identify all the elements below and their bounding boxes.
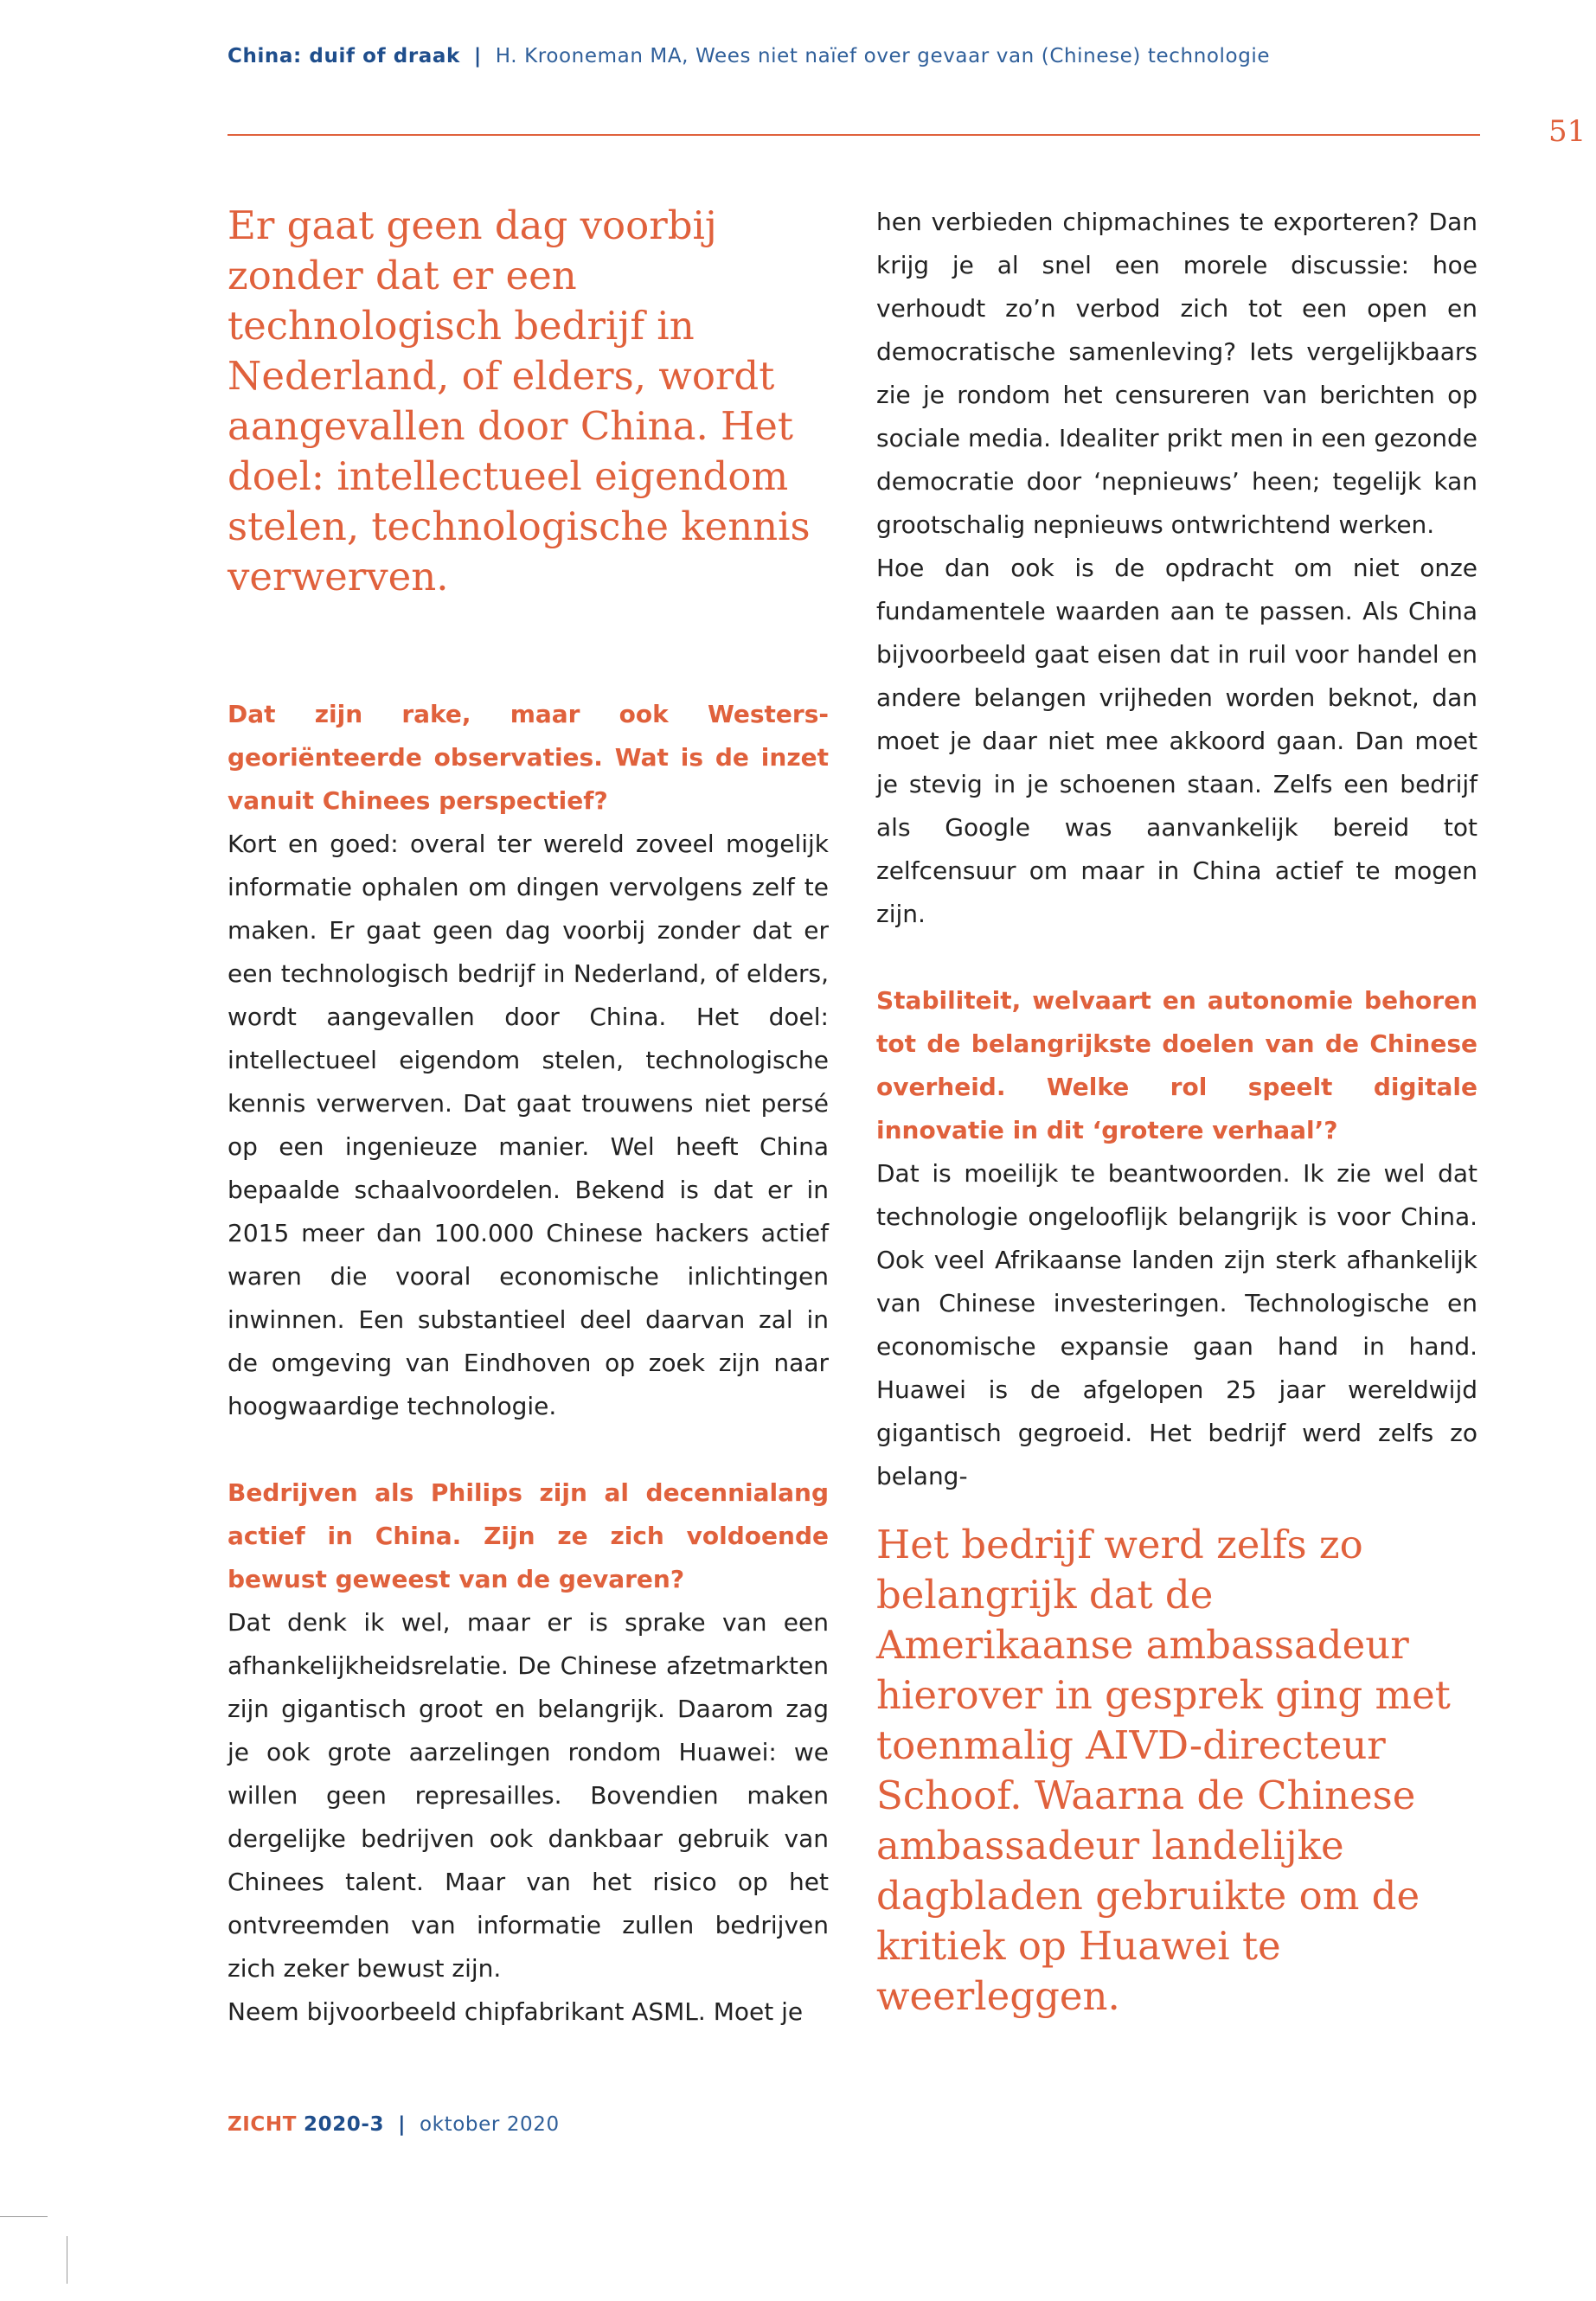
- footer-date: oktober 2020: [420, 2113, 560, 2136]
- intro-quote: Er gaat geen dag voorbij zonder dat er een technologisch bedrijf in Nederland, of elders, wordt aangevallen door China. Het doel: intellectueel eigendom stelen, technologische kennis verwerven.: [228, 202, 811, 599]
- right-column: [876, 201, 1477, 1498]
- answer-3: Dat is moeilijk te beantwoorden. Ik zie wel dat technologie ongelooflijk belangrijk is voor China. Ook veel Afrikaanse landen zijn sterk afhankelijk van Chinese investeringen. Technologische en economische expansie gaan hand in hand. Huawei is de afgelopen 25 jaar wereldwijd gigantisch gegroeid. Het bedrijf werd zelfs zo belang-: [876, 1159, 1477, 1490]
- paragraph-gap: [228, 1428, 829, 1471]
- page-number: 51: [1548, 114, 1586, 149]
- answer-2-continued-right: hen verbieden chipmachines te exporteren? Dan krijg je al snel een morele discussie: hoe verhoudt zo’n verbod zich tot een open en democratische samenleving? Iets vergelijkbaars zie je rondom het censureren van berichten op sociale media. Idealiter prikt men in een gezonde democratie door ‘nepnieuws’ heen; tegelijk kan grootschalig nepnieuws ontwrichtend werken.: [876, 208, 1477, 539]
- header-publication: China: duif of draak: [228, 45, 460, 67]
- answer-1: Kort en goed: overal ter wereld zoveel mogelijk informatie ophalen om dingen vervolgens zelf te maken. Er gaat geen dag voorbij zonder dat er een technologisch bedrijf in Nederland, of elders, wordt aangevallen door China. Het doel: intellectueel eigendom stelen, technologische kennis verwerven. Dat gaat trouwens niet persé op een ingenieuze manier. Wel heeft China bepaalde schaalvoordelen. Bekend is dat er in 2015 meer dan 100.000 Chinese hackers actief waren die vooral economische inlichtingen inwinnen. Een substantieel deel daarvan zal in de omgeving van Eindhoven op zoek zijn naar hoogwaardige technologie.: [228, 830, 829, 1420]
- answer-2-continued: Neem bijvoorbeeld chipfabrikant ASML. Moet je: [228, 1997, 804, 2026]
- answer-2: Dat denk ik wel, maar er is sprake van een afhankelijkheidsrelatie. De Chinese afzetmarkten zijn gigantisch groot en belangrijk. Daarom zag je ook grote aarzelingen rondom Huawei: we willen geen represailles. Bovendien maken dergelijke bedrijven ook dankbaar gebruik van Chinees talent. Maar van het risico op het ontvreemden van informatie zullen bedrijven zich zeker bewust zijn.: [228, 1608, 829, 1983]
- paragraph-gap: [876, 936, 1477, 979]
- header-rule: [228, 134, 1480, 136]
- footer-magazine: ZICHT: [228, 2113, 298, 2136]
- footer-issue: 2020-3: [303, 2113, 385, 2136]
- question-2: Bedrijven als Philips zijn al decennialang actief in China. Zijn ze zich voldoende bewust geweest van de gevaren?: [228, 1478, 829, 1593]
- crop-mark-horizontal: [0, 2216, 48, 2217]
- footer-separator: |: [398, 2113, 407, 2136]
- page-footer: [228, 2113, 560, 2136]
- pull-quote-box: [876, 1520, 1482, 2022]
- left-column: [228, 201, 829, 2034]
- header-article-title: H. Krooneman MA, Wees niet naïef over gevaar van (Chinese) technologie: [495, 45, 1271, 67]
- header-separator: |: [473, 45, 482, 67]
- answer-2-final: Hoe dan ook is de opdracht om niet onze fundamentele waarden aan te passen. Als China bijvoorbeeld gaat eisen dat in ruil voor handel en andere belangen vrijheden worden beknot, dan moet je daar niet mee akkoord gaan. Dan moet je stevig in je schoenen staan. Zelfs een bedrijf als Google was aanvankelijk bereid tot zelfcensuur om maar in China actief te mogen zijn.: [876, 554, 1477, 928]
- pull-quote: Het bedrijf werd zelfs zo belangrijk dat de Amerikaanse ambassadeur hierover in gesprek ging met toenmalig AIVD-directeur Schoof. Waarna de Chinese ambassadeur landelijke dagbladen gebruikte om de kritiek op Huawei te weerleggen.: [876, 1522, 1451, 2019]
- question-3: Stabiliteit, welvaart en autonomie behoren tot de belangrijkste doelen van de Chinese overheid. Welke rol speelt digitale innovatie in dit ‘grotere verhaal’?: [876, 986, 1477, 1144]
- question-1: Dat zijn rake, maar ook Westers-georiënteerde observaties. Wat is de inzet vanuit Chinees perspectief?: [228, 700, 829, 815]
- running-header: [228, 45, 1482, 67]
